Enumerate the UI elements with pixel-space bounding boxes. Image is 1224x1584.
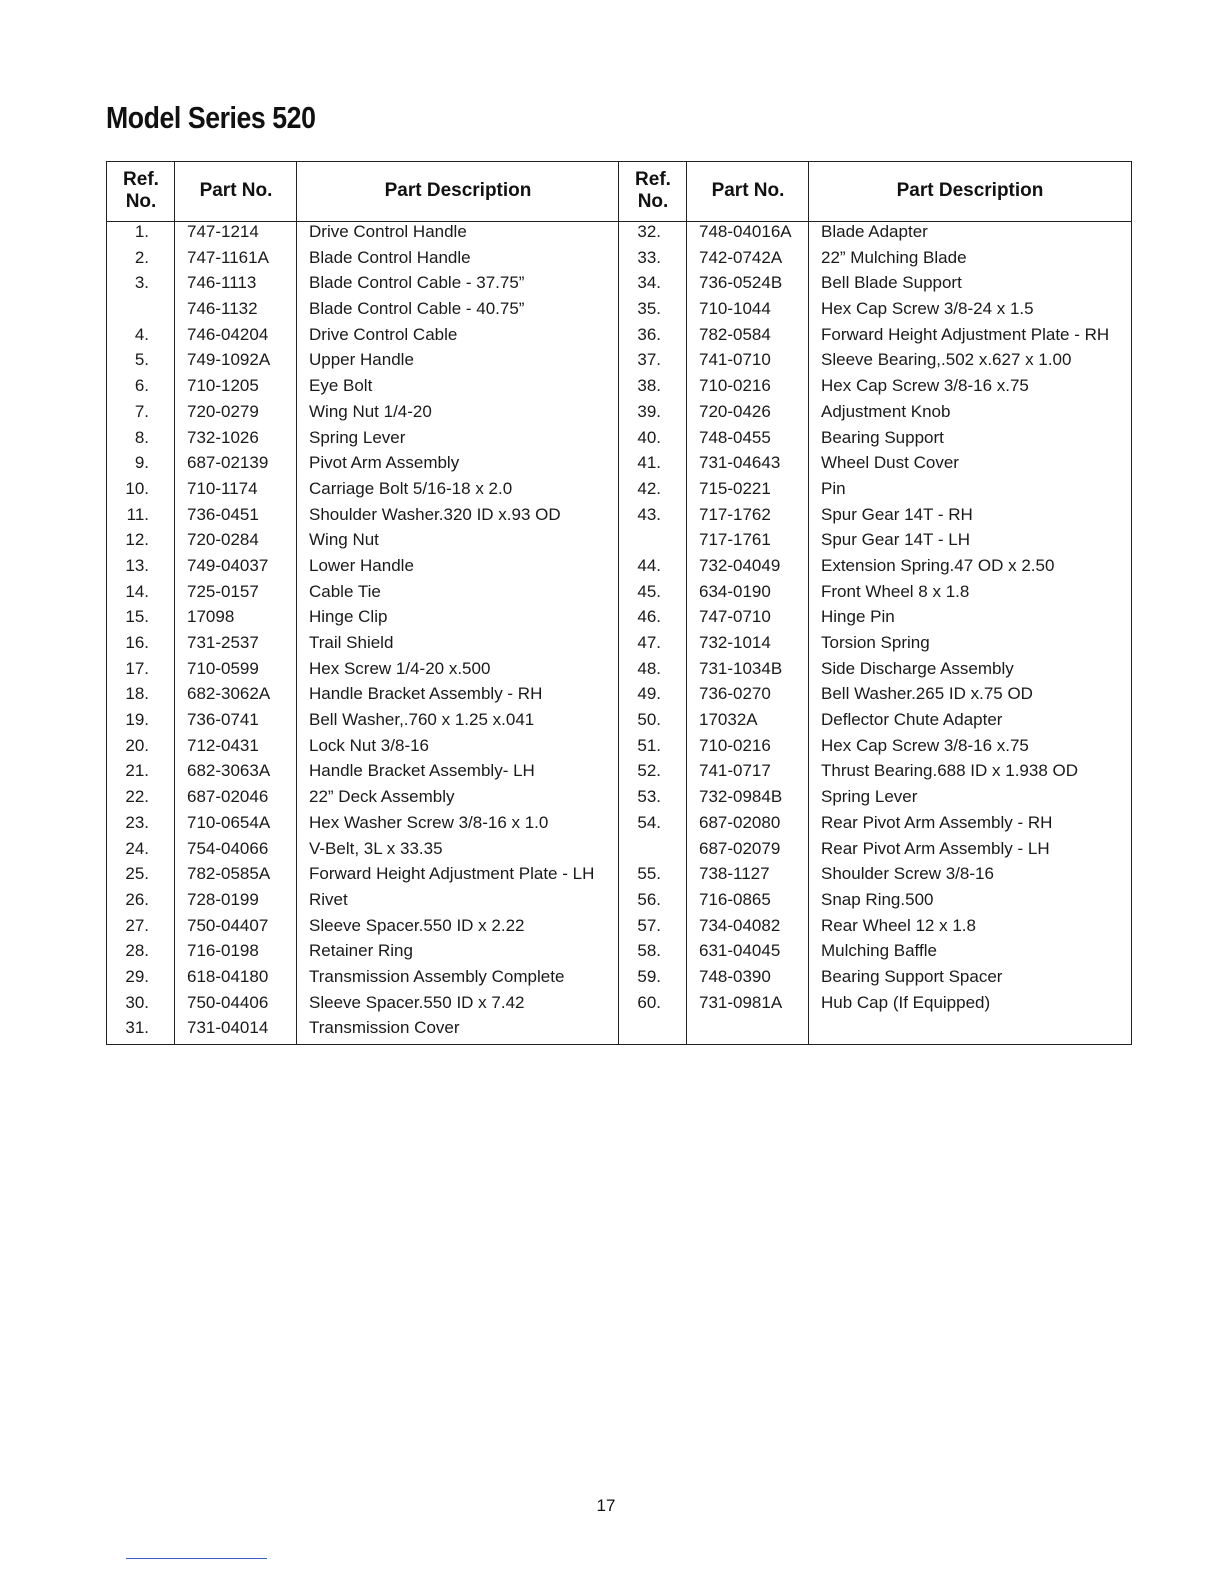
table-row	[107, 890, 1131, 916]
ref-no-cell: 39.	[637, 401, 661, 421]
part-no-cell: 741-0717	[699, 761, 771, 781]
table-header	[107, 162, 1131, 222]
description-cell: 22” Mulching Blade	[821, 247, 967, 267]
ref-no-cell: 21.	[125, 761, 149, 781]
description-cell: Forward Height Adjustment Plate - LH	[309, 864, 595, 884]
part-no-cell: 742-0742A	[699, 247, 783, 267]
part-no-cell: 731-04014	[187, 1018, 269, 1038]
ref-no-cell: 52.	[637, 761, 661, 781]
ref-no-cell: 15.	[125, 607, 149, 627]
description-cell: Rear Pivot Arm Assembly - LH	[821, 838, 1050, 858]
table-row	[107, 941, 1131, 967]
description-cell: Hex Washer Screw 3/8-16 x 1.0	[309, 812, 549, 832]
table-row	[107, 222, 1131, 248]
description-cell: Shoulder Screw 3/8-16	[821, 864, 994, 884]
table-row	[107, 684, 1131, 710]
part-no-cell: 732-1014	[699, 633, 771, 652]
part-no-cell: 747-0710	[699, 607, 771, 627]
part-no-cell: 720-0426	[699, 401, 771, 421]
description-cell: Extension Spring.47 OD x 2.50	[821, 555, 1055, 575]
part-no-cell: 682-3063A	[187, 761, 271, 781]
part-no-cell: 732-0984B	[699, 787, 783, 807]
part-no-cell: 748-0455	[699, 427, 771, 447]
ref-no-cell: 17.	[125, 658, 149, 678]
description-cell: Rear Wheel 12 x 1.8	[821, 915, 976, 935]
table-row	[107, 530, 1131, 556]
part-no-cell: 715-0221	[699, 478, 771, 498]
ref-no-cell: 59.	[637, 966, 661, 986]
part-no-cell	[699, 1018, 807, 1044]
ref-no-cell: 48.	[637, 658, 661, 678]
part-no-cell: 687-02046	[187, 787, 269, 807]
table-row	[107, 710, 1131, 736]
part-no-cell: 746-1132	[187, 299, 258, 319]
description-cell: Bell Blade Support	[821, 273, 962, 293]
ref-no-cell: 42.	[637, 478, 661, 498]
part-no-cell: 736-0524B	[699, 273, 783, 293]
table-row	[107, 761, 1131, 787]
description-cell: Trail Shield	[309, 633, 394, 652]
part-no-cell: 728-0199	[187, 889, 259, 909]
page-number: 17	[596, 1496, 616, 1515]
part-no-cell: 731-1034B	[699, 658, 783, 678]
part-no-cell: 631-04045	[699, 941, 781, 961]
header-part-no-right: Part No.	[711, 180, 785, 201]
ref-no-cell: 18.	[125, 684, 149, 704]
table-row	[107, 273, 1131, 299]
ref-no-cell: 57.	[637, 915, 661, 935]
ref-no-cell: 28.	[125, 941, 149, 961]
part-no-cell: 731-2537	[187, 633, 259, 652]
ref-no-cell: 56.	[637, 889, 661, 909]
table-row	[107, 428, 1131, 454]
ref-no-cell: 33.	[637, 247, 661, 267]
ref-no-cell: 20.	[125, 735, 149, 755]
part-no-cell: 720-0279	[187, 401, 259, 421]
ref-no-cell: 26.	[125, 889, 149, 909]
part-no-cell: 732-04049	[699, 555, 781, 575]
description-cell: Wing Nut 1/4-20	[309, 401, 432, 421]
description-cell: Carriage Bolt 5/16-18 x 2.0	[309, 478, 513, 498]
ref-no-cell: 13.	[125, 555, 149, 575]
ref-no-cell: 58.	[637, 941, 661, 961]
description-cell: Sleeve Bearing,.502 x.627 x 1.00	[821, 350, 1072, 370]
description-cell: Bell Washer.265 ID x.75 OD	[821, 684, 1033, 704]
description-cell: Bell Washer,.760 x 1.25 x.041	[309, 710, 535, 730]
part-no-cell: 731-0981A	[699, 992, 783, 1012]
table-row	[107, 376, 1131, 402]
description-cell: Adjustment Knob	[821, 401, 951, 421]
table-row	[107, 813, 1131, 839]
table-row	[107, 864, 1131, 890]
table-row	[107, 916, 1131, 942]
parts-table	[106, 161, 1132, 1045]
part-no-cell: 736-0451	[187, 504, 259, 524]
part-no-cell: 736-0741	[187, 710, 259, 730]
header-description-left: Part Description	[384, 180, 532, 201]
part-no-cell: 746-04204	[187, 324, 269, 344]
table-row	[107, 479, 1131, 505]
description-cell: Retainer Ring	[309, 941, 413, 961]
ref-no-cell: 7.	[134, 401, 149, 421]
description-cell: Lock Nut 3/8-16	[309, 735, 430, 755]
ref-no-cell: 51.	[637, 735, 661, 755]
ref-no-cell: 27.	[125, 915, 149, 935]
description-cell: Sleeve Spacer.550 ID x 7.42	[309, 992, 525, 1012]
table-row	[107, 1018, 1131, 1044]
table-row	[107, 839, 1131, 865]
part-no-cell: 782-0585A	[187, 864, 271, 884]
ref-no-cell: 9.	[134, 453, 149, 473]
ref-no-cell: 31.	[125, 1018, 149, 1038]
part-no-cell: 750-04406	[187, 992, 269, 1012]
description-cell: Eye Bolt	[309, 376, 373, 396]
table-row	[107, 967, 1131, 993]
part-no-cell: 750-04407	[187, 915, 269, 935]
description-cell: Thrust Bearing.688 ID x 1.938 OD	[821, 761, 1079, 781]
description-cell: Upper Handle	[309, 350, 414, 370]
ref-no-cell	[107, 299, 149, 325]
ref-no-cell: 37.	[637, 350, 661, 370]
description-cell: Blade Control Handle	[309, 247, 471, 267]
part-no-cell: 17098	[187, 607, 235, 627]
ref-no-cell: 23.	[125, 812, 149, 832]
header-description-right: Part Description	[896, 180, 1044, 201]
description-cell: Lower Handle	[309, 555, 414, 575]
ref-no-cell: 6.	[134, 376, 149, 396]
part-no-cell: 748-04016A	[699, 222, 792, 241]
table-row	[107, 659, 1131, 685]
ref-no-cell: 19.	[125, 710, 149, 730]
part-no-cell: 720-0284	[187, 530, 259, 550]
description-cell: Hub Cap (If Equipped)	[821, 992, 991, 1012]
header-part-no-left: Part No.	[199, 180, 273, 201]
ref-no-cell: 40.	[637, 427, 661, 447]
ref-no-cell	[619, 839, 661, 865]
description-cell: Bearing Support	[821, 427, 944, 447]
part-no-cell: 736-0270	[699, 684, 771, 704]
ref-no-cell: 50.	[637, 710, 661, 730]
description-cell: Spring Lever	[821, 787, 918, 807]
ref-no-cell: 14.	[125, 581, 149, 601]
ref-no-cell: 54.	[637, 812, 661, 832]
description-cell	[821, 1018, 1127, 1044]
ref-no-cell: 8.	[134, 427, 149, 447]
part-no-cell: 734-04082	[699, 915, 781, 935]
description-cell: Blade Adapter	[821, 222, 928, 241]
part-no-cell: 687-02139	[187, 453, 269, 473]
ref-no-cell: 55.	[637, 864, 661, 884]
part-no-cell: 710-1044	[699, 299, 771, 319]
ref-no-cell: 25.	[125, 864, 149, 884]
description-cell: Spur Gear 14T - RH	[821, 504, 973, 524]
table-row	[107, 556, 1131, 582]
part-no-cell: 710-0216	[699, 376, 771, 396]
table-row	[107, 402, 1131, 428]
ref-no-cell: 5.	[134, 350, 149, 370]
part-no-cell: 634-0190	[699, 581, 771, 601]
description-cell: Handle Bracket Assembly- LH	[309, 761, 535, 781]
ref-no-cell: 38.	[637, 376, 661, 396]
ref-no-cell: 24.	[125, 838, 149, 858]
description-cell: V-Belt, 3L x 33.35	[309, 838, 443, 858]
description-cell: Wheel Dust Cover	[821, 453, 959, 473]
ref-no-cell: 11.	[126, 504, 149, 524]
table-row	[107, 993, 1131, 1019]
part-no-cell: 716-0865	[699, 889, 771, 909]
table-row	[107, 607, 1131, 633]
description-cell: Snap Ring.500	[821, 889, 934, 909]
table-row	[107, 787, 1131, 813]
description-cell: Front Wheel 8 x 1.8	[821, 581, 970, 601]
table-row	[107, 248, 1131, 274]
part-no-cell: 725-0157	[187, 581, 259, 601]
ref-no-cell: 45.	[637, 581, 661, 601]
description-cell: Spur Gear 14T - LH	[821, 530, 970, 550]
part-no-cell: 747-1161A	[187, 247, 269, 267]
ref-no-cell	[619, 530, 661, 556]
table-row	[107, 350, 1131, 376]
table-row	[107, 453, 1131, 479]
ref-no-cell: 1.	[134, 222, 149, 241]
part-no-cell: 710-0599	[187, 658, 259, 678]
ref-no-cell: 10.	[125, 478, 149, 498]
description-cell: Pin	[821, 478, 846, 498]
table-row	[107, 505, 1131, 531]
ref-no-cell: 30.	[125, 992, 149, 1012]
description-cell: Handle Bracket Assembly - RH	[309, 684, 543, 704]
ref-no-cell: 36.	[637, 324, 661, 344]
part-no-cell: 782-0584	[699, 324, 771, 344]
part-no-cell: 732-1026	[187, 427, 259, 447]
part-no-cell: 710-1205	[187, 376, 259, 396]
description-cell: Hex Screw 1/4-20 x.500	[309, 658, 491, 678]
part-no-cell: 717-1762	[699, 504, 771, 524]
part-no-cell: 741-0710	[699, 350, 771, 370]
part-no-cell: 748-0390	[699, 966, 771, 986]
part-no-cell: 731-04643	[699, 453, 781, 473]
part-no-cell: 710-0654A	[187, 812, 271, 832]
part-no-cell: 710-0216	[699, 735, 771, 755]
ref-no-cell: 43.	[637, 504, 661, 524]
description-cell: Mulching Baffle	[821, 941, 937, 961]
description-cell: Bearing Support Spacer	[821, 966, 1003, 986]
description-cell: Hinge Clip	[309, 607, 388, 627]
description-cell: Drive Control Handle	[309, 222, 467, 241]
table-row	[107, 325, 1131, 351]
description-cell: Deflector Chute Adapter	[821, 710, 1003, 730]
description-cell: Sleeve Spacer.550 ID x 2.22	[309, 915, 525, 935]
ref-no-cell: 34.	[637, 273, 661, 293]
description-cell: 22” Deck Assembly	[309, 787, 455, 807]
description-cell: Blade Control Cable - 40.75”	[309, 299, 525, 319]
ref-no-cell: 2.	[134, 247, 149, 267]
page-title: Model Series 520	[106, 100, 316, 135]
part-no-cell: 687-02080	[699, 812, 781, 832]
description-cell: Blade Control Cable - 37.75”	[309, 273, 525, 293]
part-no-cell: 754-04066	[187, 838, 269, 858]
ref-no-cell: 41.	[637, 453, 661, 473]
ref-no-cell: 49.	[637, 684, 661, 704]
description-cell: Torsion Spring	[821, 633, 930, 652]
ref-no-cell: 32.	[637, 222, 661, 241]
part-no-cell: 710-1174	[187, 478, 258, 498]
table-row	[107, 299, 1131, 325]
part-no-cell: 17032A	[699, 710, 758, 730]
table-body	[107, 222, 1131, 1044]
footer-rule	[126, 1558, 267, 1559]
description-cell: Rear Pivot Arm Assembly - RH	[821, 812, 1053, 832]
ref-no-cell: 12.	[125, 530, 149, 550]
description-cell: Transmission Cover	[309, 1018, 460, 1038]
part-no-cell: 717-1761	[699, 530, 771, 550]
ref-no-cell: 35.	[637, 299, 661, 319]
part-no-cell: 749-1092A	[187, 350, 271, 370]
table-row	[107, 736, 1131, 762]
ref-no-cell: 22.	[125, 787, 149, 807]
ref-no-cell: 3.	[134, 273, 149, 293]
ref-no-cell: 16.	[125, 633, 149, 652]
part-no-cell: 618-04180	[187, 966, 269, 986]
ref-no-cell	[619, 1018, 661, 1044]
part-no-cell: 687-02079	[699, 838, 781, 858]
description-cell: Spring Lever	[309, 427, 406, 447]
header-ref-no-left: Ref. No.	[123, 169, 159, 212]
part-no-cell: 746-1113	[187, 273, 257, 293]
description-cell: Transmission Assembly Complete	[309, 966, 565, 986]
description-cell: Hinge Pin	[821, 607, 895, 627]
ref-no-cell: 60.	[637, 992, 661, 1012]
description-cell: Wing Nut	[309, 530, 379, 550]
ref-no-cell: 4.	[134, 324, 149, 344]
ref-no-cell: 53.	[637, 787, 661, 807]
description-cell: Side Discharge Assembly	[821, 658, 1014, 678]
ref-no-cell: 44.	[637, 555, 661, 575]
table-row	[107, 633, 1131, 659]
part-no-cell: 712-0431	[187, 735, 259, 755]
description-cell: Forward Height Adjustment Plate - RH	[821, 324, 1110, 344]
description-cell: Rivet	[309, 889, 348, 909]
part-no-cell: 738-1127	[699, 864, 770, 884]
part-no-cell: 747-1214	[187, 222, 259, 241]
description-cell: Hex Cap Screw 3/8-24 x 1.5	[821, 299, 1034, 319]
header-ref-no-right: Ref. No.	[635, 169, 671, 212]
description-cell: Hex Cap Screw 3/8-16 x.75	[821, 735, 1029, 755]
description-cell: Drive Control Cable	[309, 324, 458, 344]
part-no-cell: 682-3062A	[187, 684, 271, 704]
description-cell: Cable Tie	[309, 581, 381, 601]
description-cell: Shoulder Washer.320 ID x.93 OD	[309, 504, 561, 524]
ref-no-cell: 29.	[125, 966, 149, 986]
description-cell: Pivot Arm Assembly	[309, 453, 460, 473]
table-row	[107, 582, 1131, 608]
part-no-cell: 716-0198	[187, 941, 259, 961]
part-no-cell: 749-04037	[187, 555, 269, 575]
ref-no-cell: 46.	[637, 607, 661, 627]
ref-no-cell: 47.	[637, 633, 661, 652]
description-cell: Hex Cap Screw 3/8-16 x.75	[821, 376, 1029, 396]
